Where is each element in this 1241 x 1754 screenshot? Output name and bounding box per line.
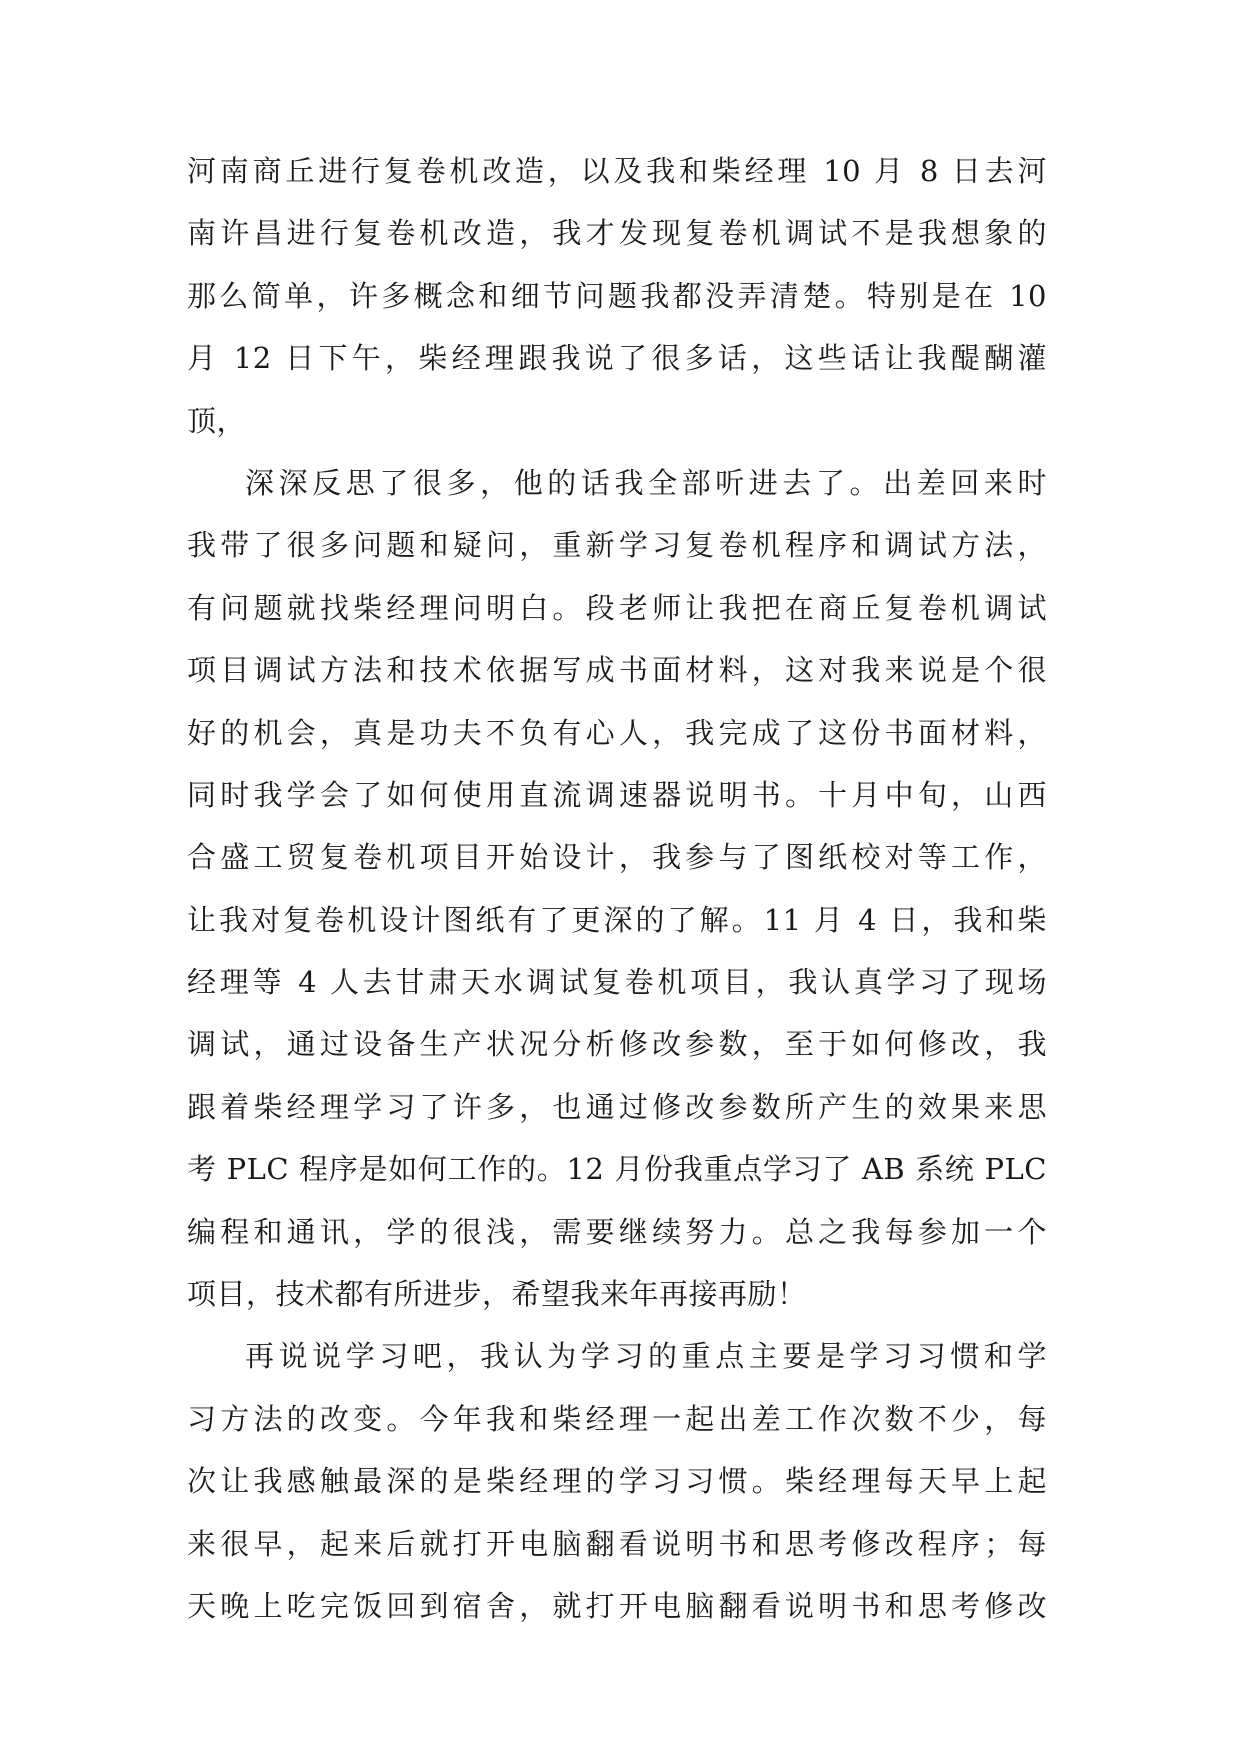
text-line: 考 PLC 程序是如何工作的。12 月份我重点学习了 AB 系统 PLC xyxy=(187,1152,1047,1187)
text-line: 让我对复卷机设计图纸有了更深的了解。11 月 4 日，我和柴 xyxy=(187,902,1047,937)
text-line: 同时我学会了如何使用直流调速器说明书。十月中旬，山西 xyxy=(187,777,1047,812)
text-line: 天晚上吃完饭回到宿舍，就打开电脑翻看说明书和思考修改 xyxy=(187,1588,1047,1623)
text-line: 来很早，起来后就打开电脑翻看说明书和思考修改程序；每 xyxy=(187,1526,1047,1561)
text-line: 项目，技术都有所进步，希望我来年再接再励！ xyxy=(187,1277,807,1312)
text-line: 调试，通过设备生产状况分析修改参数，至于如何修改，我 xyxy=(187,1027,1047,1062)
text-line: 好的机会，真是功夫不负有心人，我完成了这份书面材料， xyxy=(187,715,1047,750)
text-line: 那么简单，许多概念和细节问题我都没弄清楚。特别是在 10 xyxy=(187,278,1047,313)
text-line: 南许昌进行复卷机改造，我才发现复卷机调试不是我想象的 xyxy=(187,216,1047,251)
text-line: 顶， xyxy=(187,403,247,438)
paragraph-first-line: 再说说学习吧，我认为学习的重点主要是学习习惯和学 xyxy=(245,1339,1047,1374)
text-line: 河南商丘进行复卷机改造，以及我和柴经理 10 月 8 日去河 xyxy=(187,154,1047,188)
text-line: 经理等 4 人去甘肃天水调试复卷机项目，我认真学习了现场 xyxy=(187,965,1047,1000)
text-line: 跟着柴经理学习了许多，也通过修改参数所产生的效果来思 xyxy=(187,1089,1047,1124)
text-line: 合盛工贸复卷机项目开始设计，我参与了图纸校对等工作， xyxy=(187,840,1047,875)
text-line: 项目调试方法和技术依据写成书面材料，这对我来说是个很 xyxy=(187,653,1047,688)
text-line: 习方法的改变。今年我和柴经理一起出差工作次数不少，每 xyxy=(187,1401,1047,1436)
text-line: 编程和通讯，学的很浅，需要继续努力。总之我每参加一个 xyxy=(187,1214,1047,1249)
text-line: 我带了很多问题和疑问，重新学习复卷机程序和调试方法， xyxy=(187,528,1047,563)
paragraph-first-line: 深深反思了很多，他的话我全部听进去了。出差回来时 xyxy=(245,465,1047,500)
document-body xyxy=(187,140,1047,1637)
text-line: 有问题就找柴经理问明白。段老师让我把在商丘复卷机调试 xyxy=(187,590,1047,625)
text-line: 次让我感触最深的是柴经理的学习习惯。柴经理每天早上起 xyxy=(187,1464,1047,1499)
text-line: 月 12 日下午，柴经理跟我说了很多话，这些话让我醍醐灌 xyxy=(187,341,1047,376)
